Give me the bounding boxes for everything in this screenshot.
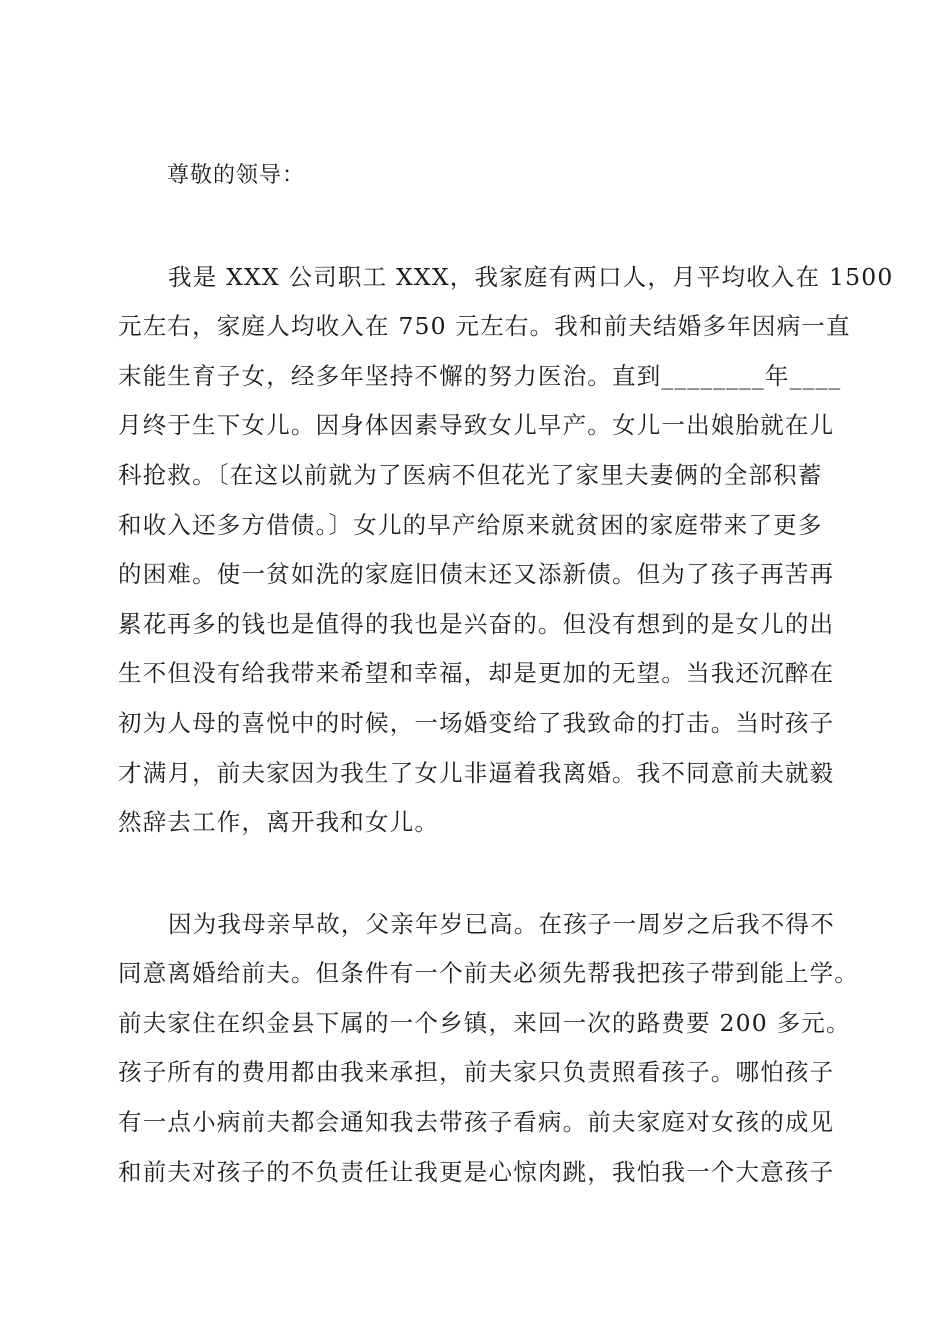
paragraph-line: 累花再多的钱也是值得的我也是兴奋的。但没有想到的是女儿的出 <box>118 610 835 638</box>
paragraph-line: 孩子所有的费用都由我来承担，前夫家只负责照看孩子。哪怕孩子 <box>118 1058 835 1086</box>
paragraph-line: 生不但没有给我带来希望和幸福，却是更加的无望。当我还沉醉在 <box>118 659 835 687</box>
paragraph-line: 前夫家住在织金县下属的一个乡镇，来回一次的路费要 200 多元。 <box>118 1009 851 1037</box>
paragraph-line: 末能生育子女，经多年坚持不懈的努力医治。直到________年____ <box>118 362 842 390</box>
paragraph-line: 初为人母的喜悦中的时候，一场婚变给了我致命的打击。当时孩子 <box>118 709 835 737</box>
paragraph-line: 才满月，前夫家因为我生了女儿非逼着我离婚。我不同意前夫就毅 <box>118 759 835 787</box>
paragraph-line: 我是 XXX 公司职工 XXX，我家庭有两口人，月平均收入在 1500 <box>168 263 894 291</box>
paragraph-line: 因为我母亲早故，父亲年岁已高。在孩子一周岁之后我不得不 <box>168 910 835 938</box>
paragraph-line: 和收入还多方借债。〕女儿的早产给原来就贫困的家庭带来了更多 <box>118 511 823 539</box>
salutation: 尊敬的领导： <box>167 163 306 188</box>
paragraph-line: 的困难。使一贫如洗的家庭旧债末还又添新债。但为了孩子再苦再 <box>118 560 835 588</box>
paragraph-line: 月终于生下女儿。因身体因素导致女儿早产。女儿一出娘胎就在儿 <box>118 411 835 439</box>
paragraph-line: 然辞去工作，离开我和女儿。 <box>118 808 440 836</box>
paragraph-line: 科抢救。〔在这以前就为了医病不但花光了家里夫妻俩的全部积蓄 <box>118 461 823 489</box>
paragraph-line: 同意离婚给前夫。但条件有一个前夫必须先帮我把孩子带到能上学。 <box>118 959 859 987</box>
paragraph-line: 元左右，家庭人均收入在 750 元左右。我和前夫结婚多年因病一直 <box>118 312 851 340</box>
paragraph-line: 和前夫对孩子的不负责任让我更是心惊肉跳，我怕我一个大意孩子 <box>118 1158 835 1186</box>
paragraph-line: 有一点小病前夫都会通知我去带孩子看病。前夫家庭对女孩的成见 <box>118 1108 835 1136</box>
